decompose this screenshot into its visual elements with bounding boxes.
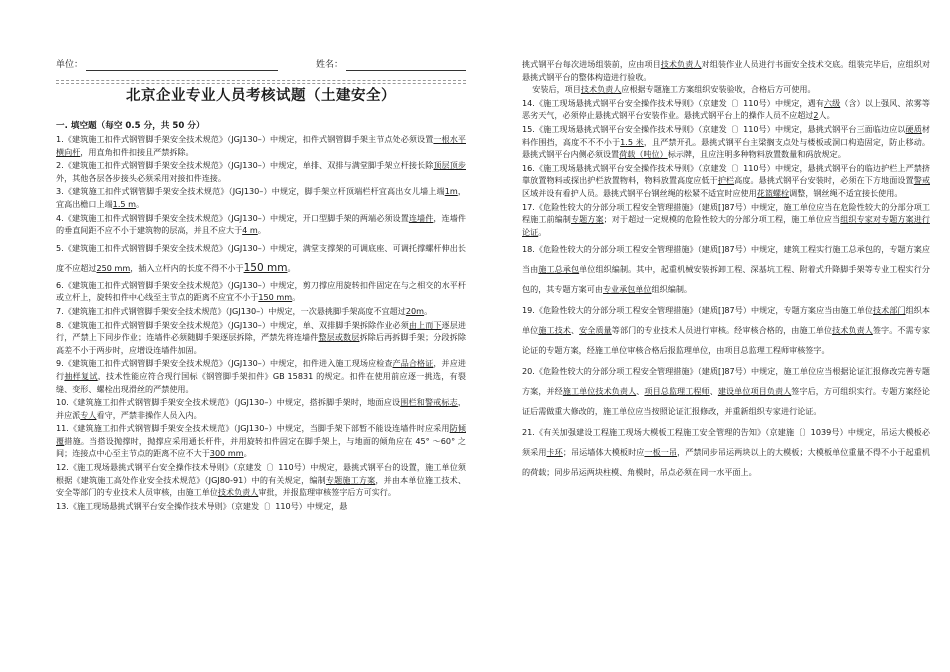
exam-header (56, 59, 466, 73)
question-item: 4.《建筑施工扣件式钢管脚手架安全技术规范》（JGJ130–）中规定，开口型脚手架的两端必须设置连墙件，连墙件的垂直间距不应不小于建筑物的层高，并且不应大于4 m。 (56, 212, 466, 236)
question-item: 16.《施工现场悬挑式钢平台安全操作技术导则》（京建发〔〕110号）中规定，悬挑式钢平台的临边护栏上严禁挤靠放置物料或探出护栏放置物料，物料放置高度应低于护栏高度。悬挑式钢平台安装时，必须在下方地面设置警戒区域并设有看护人员。悬挑式钢平台钢丝绳的松紧不适宜时应使用花篮螺栓调整，钢丝绳不适宜接长使用。 (522, 162, 930, 198)
question-item: 14.《施工现场悬挑式钢平台安全操作技术导则》（京建发〔〕110号）中规定，遇有六级（含）以上强风、浓雾等恶劣天气，必须停止悬挑式钢平台安装作业。悬挑式钢平台上的操作人员不应超过2人。 (522, 97, 930, 121)
question-item: 15.《施工现场悬挑式钢平台安全操作技术导则》（京建发〔〕110号）中规定，悬挑式钢平台三面临边应以硬质材料作围挡，高度不不不小于1.5 米，且严禁开孔。悬挑式钢平台主梁搁支点处与楼板或洞口构造固定，防止移动。悬挑式钢平台内侧必须设置荷载（吨位）标示牌，且应注明多种物料放置数量和码放规定。 (522, 123, 930, 160)
name-label: 姓名： (316, 60, 344, 70)
question-item: 9.《建筑施工扣件式钢管脚手架安全技术规范》（JGJ130–）中规定，扣件进入施工现场应检查产品合格证，并应进行抽样复试，技术性能应符合现行国标《钢管脚手架扣件》GB 15831 的规定。扣件在使用前应逐一挑选，有裂缝、变形、螺栓出现滑丝的严禁使用。 (56, 358, 466, 394)
divider (56, 83, 466, 84)
page-title: 北京企业专业人员考核试题（土建安全） (126, 88, 396, 104)
question-item: 12.《施工现场悬挑式钢平台安全操作技术导则》（京建发〔〕110号）中规定，悬挑式钢平台的设置，施工单位须根据《建筑施工高处作业安全技术规范》（JGJ80-91）中的有关规定，编制专题施工方案，并由本单位施工技术、安全等部门的专业技术人员审核，由施工单位技术负责人审批，并报监理审核签字后方可实行。 (56, 462, 466, 498)
question-item: 18.《危险性较大的分部分项工程安全管理措施》（建质[]87号）中规定，建筑工程实行施工总承包的，专题方案应当由施工总承包单位组织编制。其中，起重机械安装拆卸工程、深基坑工程、附着式升降脚手架等专业工程实行分包的，其专题方案可由专业承包单位组织编制。 (522, 244, 930, 295)
question-list (56, 133, 466, 512)
question-item: 19.《危险性较大的分部分项工程安全管理措施》（建质[]87号）中规定，专题方案应当由施工单位技术部门组织本单位施工技术、安全质量等部门的专业技术人员进行审核。经审核合格的，由施工单位技术负责人签字。不需专家论证的专题方案，经施工单位审核合格后报监理单位，由项目总监理工程师审核签字。 (522, 305, 930, 356)
question-item: 13.《施工现场悬挑式钢平台安全操作技术导则》（京建发〔〕110号）中规定，悬 (56, 500, 348, 511)
question-item: 3.《建筑施工扣件式钢管脚手架安全技术规范》（JGJ130–）中规定，脚手架立杆顶端栏杆宜高出女儿墙上端1m，宜高出檐口上端1.5 m。 (56, 186, 466, 209)
question-item: 20.《危险性较大的分部分项工程安全管理措施》（建质[]87号）中规定，施工单位应当根据论证汇报修改完善专题方案，并经施工单位技术负责人、项目总监理工程师、建设单位项目负责人签字后，方可组织实行。专题方案经论证后需做重大修改的，施工单位应当按照论证汇报修改，并重新组织专家进行论证。 (522, 366, 930, 417)
question-item: 安装后，项目技术负责人应根据专题施工方案组织安装验收，合格后方可使用。 (532, 84, 816, 95)
question-item: 挑式钢平台每次进场组装前，应由项目技术负责人对组装作业人员进行书面安全技术交底。组装完毕后，应组织对悬挑式钢平台的整体构造进行验收。 (522, 59, 930, 82)
question-item: 1.《建筑施工扣件式钢管脚手架安全技术规范》（JGJ130–）中规定，扣件式钢管脚手架主节点处必须设置一根水平横向杆，用直角扣件扣接且严禁拆除。 (56, 134, 466, 157)
unit-label: 单位： (56, 60, 84, 70)
question-item: 8.《建筑施工扣件式钢管脚手架安全技术规范》（JGJ130–）中规定，单、双排脚手架拆除作业必须由上而下逐层进行，严禁上下同步作业；连墙件必须随脚手架逐层拆除，严禁先将连墙件整层或数层拆除后再拆脚手架；分段拆除高差不小于两步时，应增设连墙件加固。 (56, 319, 466, 355)
question-item: 5.《建筑施工扣件式钢管脚手架安全技术规范》（JGJ130–）中规定，满堂支撑架的可调底座、可调托撑螺杆伸出长度不应超过250 mm，插入立杆内的长度不得不小于150 mm。 (56, 242, 466, 274)
question-item: 21.《有关加强建设工程施工现场大模板工程施工安全管理的告知》（京建施〔〕1039号）中规定，吊运大模板必须采用卡环；吊运墙体大模板时应一板一吊，严禁同步吊运两块以上的大模板；大模板单位重量不得不小于起重机的荷载；同步吊运两块柱模、角模时，吊点必须在同一水平面上。 (522, 427, 930, 478)
question-item: 11.《建筑施工扣件式钢管脚手架安全技术规范》（JGJ130–）中规定，当脚手架下部暂不能设连墙件时应采用防倾覆措施。当搭设抛撑时，抛撑应采用通长杆件，并用旋转扣件固定在脚手架上，与地面的倾角应在 45° ～60° 之间；连接点中心至主节点的距离不应不大于300 mm。 (56, 423, 466, 459)
question-item: 6.《建筑施工扣件式钢管脚手架安全技术规范》（JGJ130–）中规定，剪刀撑应用旋转扣件固定在与之相交的水平杆或立杆上，旋转扣件中心线至主节点的距离不应宜不小于150 mm。 (56, 279, 466, 303)
question-item: 10.《建筑施工扣件式钢管脚手架安全技术规范》（JGJ130–）中规定，搭拆脚手架时，地面应设围栏和警戒标志，并应派专人看守，严禁非操作人员入内。 (56, 397, 466, 420)
divider (56, 80, 466, 81)
name-field[interactable] (346, 70, 466, 71)
question-list (522, 58, 930, 482)
unit-field[interactable] (86, 70, 278, 71)
question-item: 17.《危险性较大的分部分项工程安全管理措施》（建质[]87号）中规定，施工单位应当在危险性较大的分部分项工程施工前编制专题方案；对于超过一定规模的危险性较大的分部分项工程，施工单位应当组织专家对专题方案进行论证。 (522, 201, 930, 237)
question-item: 7.《建筑施工扣件式钢管脚手架安全技术规范》（JGJ130–）中规定，一次悬挑脚手架高度不宜超过20m。 (56, 305, 433, 316)
question-item: 2.《建筑施工扣件式钢管脚手架安全技术规范》（JGJ130–）中规定，单排、双排与满堂脚手架立杆接长除顶层顶步外，其他各层各步接头必须采用对接扣件连接。 (56, 160, 466, 183)
section-title: 一. 填空题（每空 0.5 分，共 50 分） (56, 121, 205, 131)
